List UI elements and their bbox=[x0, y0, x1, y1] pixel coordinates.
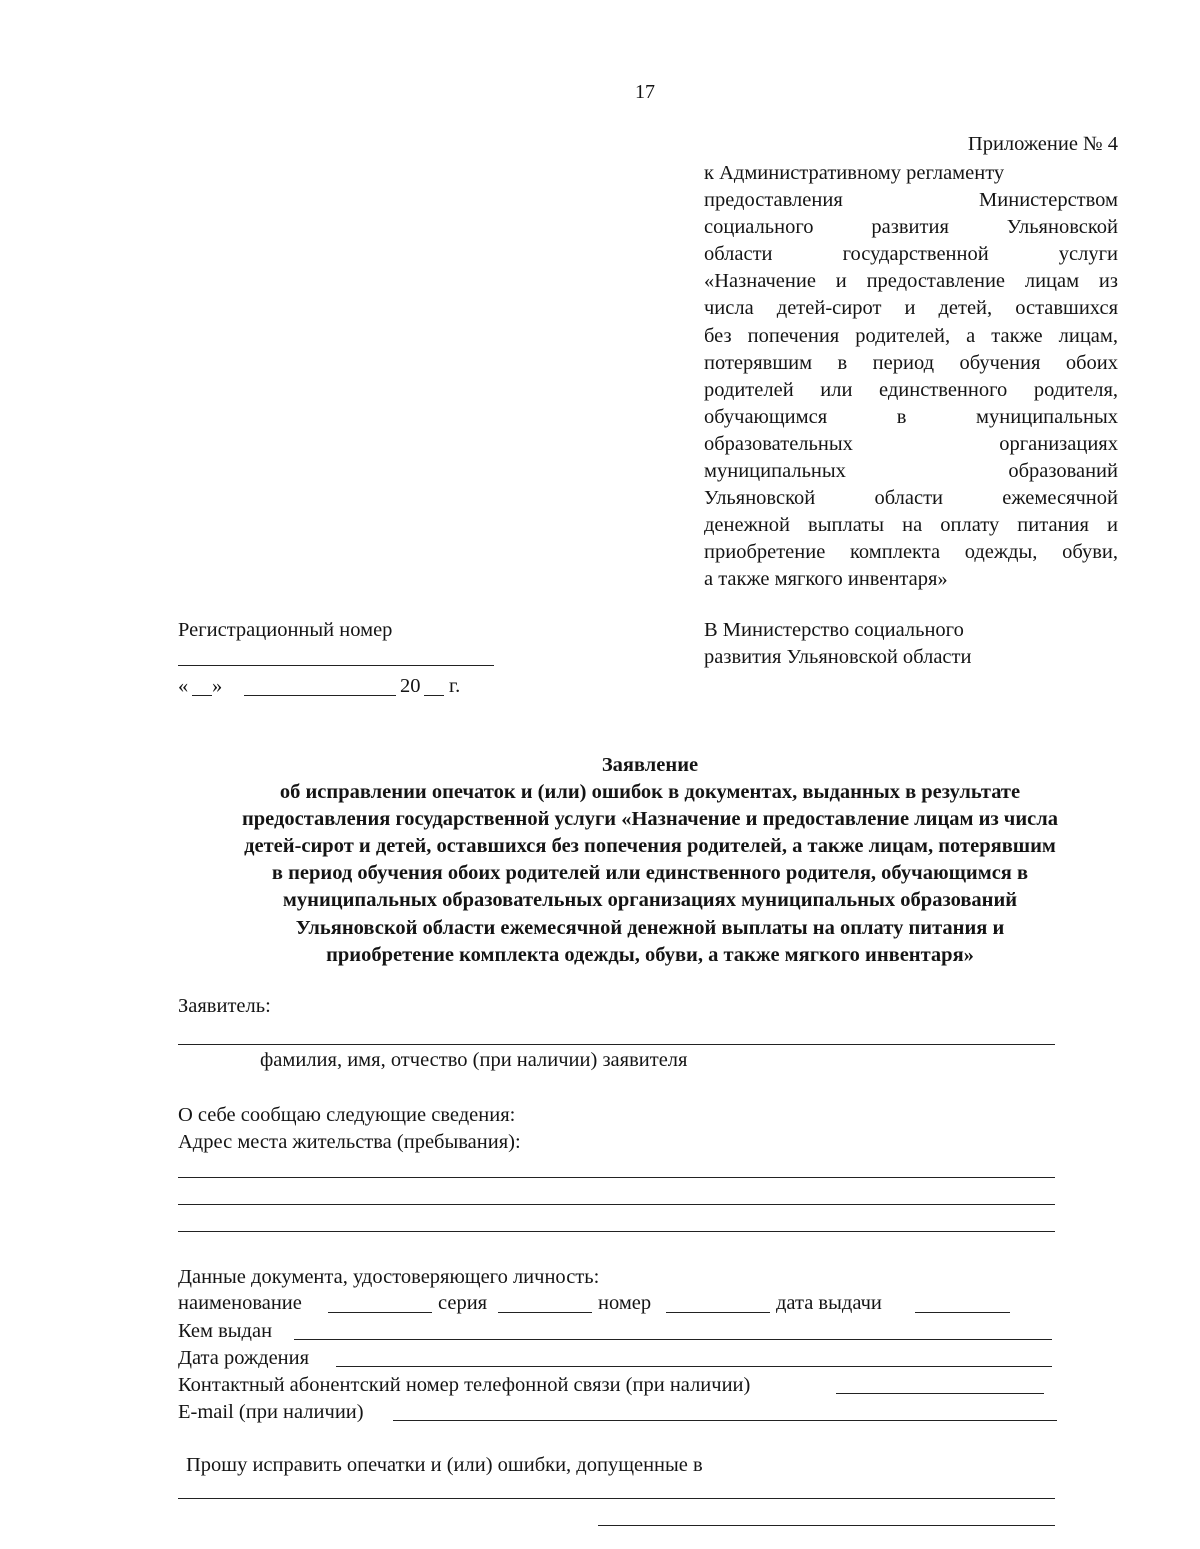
appendix-line: образовательных организациях bbox=[704, 432, 1118, 455]
date-year-prefix: 20 bbox=[400, 675, 421, 697]
appendix-line: обучающимся в муниципальных bbox=[704, 405, 1118, 428]
recipient-line: развития Ульяновской области bbox=[704, 646, 972, 668]
request-field[interactable] bbox=[178, 1498, 1055, 1499]
doc-name-field[interactable] bbox=[328, 1312, 432, 1313]
appendix-line: без попечения родителей, а также лицам, bbox=[704, 324, 1118, 347]
appendix-line: муниципальных образований bbox=[704, 460, 1118, 483]
statement-line: приобретение комплекта одежды, обуви, а также мягкого инвентаря» bbox=[326, 943, 974, 966]
appendix-line: области государственной услуги bbox=[704, 243, 1118, 266]
applicant-caption: фамилия, имя, отчество (при наличии) заявителя bbox=[260, 1049, 688, 1071]
statement-line: муниципальных образовательных организациях муниципальных образований bbox=[282, 889, 1018, 912]
doc-issue-date-field[interactable] bbox=[915, 1312, 1010, 1313]
birth-date-field[interactable] bbox=[336, 1366, 1052, 1367]
request-field[interactable] bbox=[598, 1525, 1055, 1526]
statement-line: детей-сирот и детей, оставшихся без попечения родителей, а также лицам, потерявшим bbox=[244, 835, 1056, 858]
appendix-line: а также мягкого инвентаря» bbox=[704, 568, 948, 591]
address-field[interactable] bbox=[178, 1177, 1055, 1178]
date-year-field[interactable] bbox=[424, 695, 444, 696]
email-label: E-mail (при наличии) bbox=[178, 1401, 364, 1423]
statement-heading: Заявление bbox=[601, 754, 699, 776]
doc-number-field[interactable] bbox=[666, 1312, 770, 1313]
statement-line: в период обучения обоих родителей или единственного родителя, обучающимся в bbox=[271, 862, 1029, 885]
appendix-line: приобретение комплекта одежды, обуви, bbox=[704, 541, 1118, 564]
date-month-field[interactable] bbox=[244, 695, 396, 696]
doc-series-field[interactable] bbox=[498, 1312, 592, 1313]
applicant-name-field[interactable] bbox=[178, 1044, 1055, 1045]
recipient-line: В Министерство социального bbox=[704, 619, 964, 641]
appendix-line: потерявшим в период обучения обоих bbox=[704, 351, 1118, 374]
appendix-line: денежной выплаты на оплату питания и bbox=[704, 514, 1118, 537]
appendix-line: «Назначение и предоставление лицам из bbox=[704, 270, 1118, 293]
registration-number-field[interactable] bbox=[178, 665, 494, 666]
appendix-line: родителей или единственного родителя, bbox=[704, 378, 1118, 401]
doc-series-label: серия bbox=[438, 1292, 488, 1314]
appendix-line: Ульяновской области ежемесячной bbox=[704, 487, 1118, 510]
statement-title bbox=[170, 752, 1130, 969]
date-close-quote: » bbox=[212, 675, 223, 697]
phone-label: Контактный абонентский номер телефонной связи (при наличии) bbox=[178, 1374, 751, 1396]
address-label: Адрес места жительства (пребывания): bbox=[178, 1131, 521, 1153]
date-open-quote: « bbox=[178, 675, 189, 697]
statement-line: предоставления государственной услуги «Назначение и предоставление лицам из числа bbox=[241, 808, 1059, 831]
page-number: 17 bbox=[635, 81, 655, 103]
email-field[interactable] bbox=[393, 1420, 1057, 1421]
appendix-text bbox=[704, 160, 1118, 594]
appendix-title: Приложение № 4 bbox=[967, 133, 1118, 155]
appendix-line: социального развития Ульяновской bbox=[704, 216, 1118, 239]
doc-issue-date-label: дата выдачи bbox=[776, 1292, 882, 1314]
address-field[interactable] bbox=[178, 1231, 1055, 1232]
registration-label: Регистрационный номер bbox=[178, 619, 393, 641]
request-label: Прошу исправить опечатки и (или) ошибки, допущенные в bbox=[186, 1454, 703, 1476]
phone-field[interactable] bbox=[836, 1393, 1044, 1394]
date-year-suffix: г. bbox=[449, 675, 461, 697]
birth-date-label: Дата рождения bbox=[178, 1347, 310, 1369]
applicant-label: Заявитель: bbox=[178, 995, 271, 1017]
issued-by-label: Кем выдан bbox=[178, 1320, 273, 1342]
statement-line: Ульяновской области ежемесячной денежной выплаты на оплату питания и bbox=[295, 916, 1005, 939]
appendix-line: предоставления Министерством bbox=[704, 189, 1118, 212]
doc-number-label: номер bbox=[598, 1292, 652, 1314]
appendix-line: числа детей-сирот и детей, оставшихся bbox=[704, 297, 1118, 320]
statement-line: об исправлении опечаток и (или) ошибок в документах, выданных в результате bbox=[279, 781, 1021, 804]
appendix-line: к Административному регламенту bbox=[704, 162, 1005, 184]
issued-by-field[interactable] bbox=[294, 1339, 1052, 1340]
about-label: О себе сообщаю следующие сведения: bbox=[178, 1104, 516, 1126]
address-field[interactable] bbox=[178, 1204, 1055, 1205]
date-day-field[interactable] bbox=[192, 695, 212, 696]
doc-name-label: наименование bbox=[178, 1292, 302, 1314]
id-doc-label: Данные документа, удостоверяющего личность: bbox=[178, 1266, 600, 1288]
